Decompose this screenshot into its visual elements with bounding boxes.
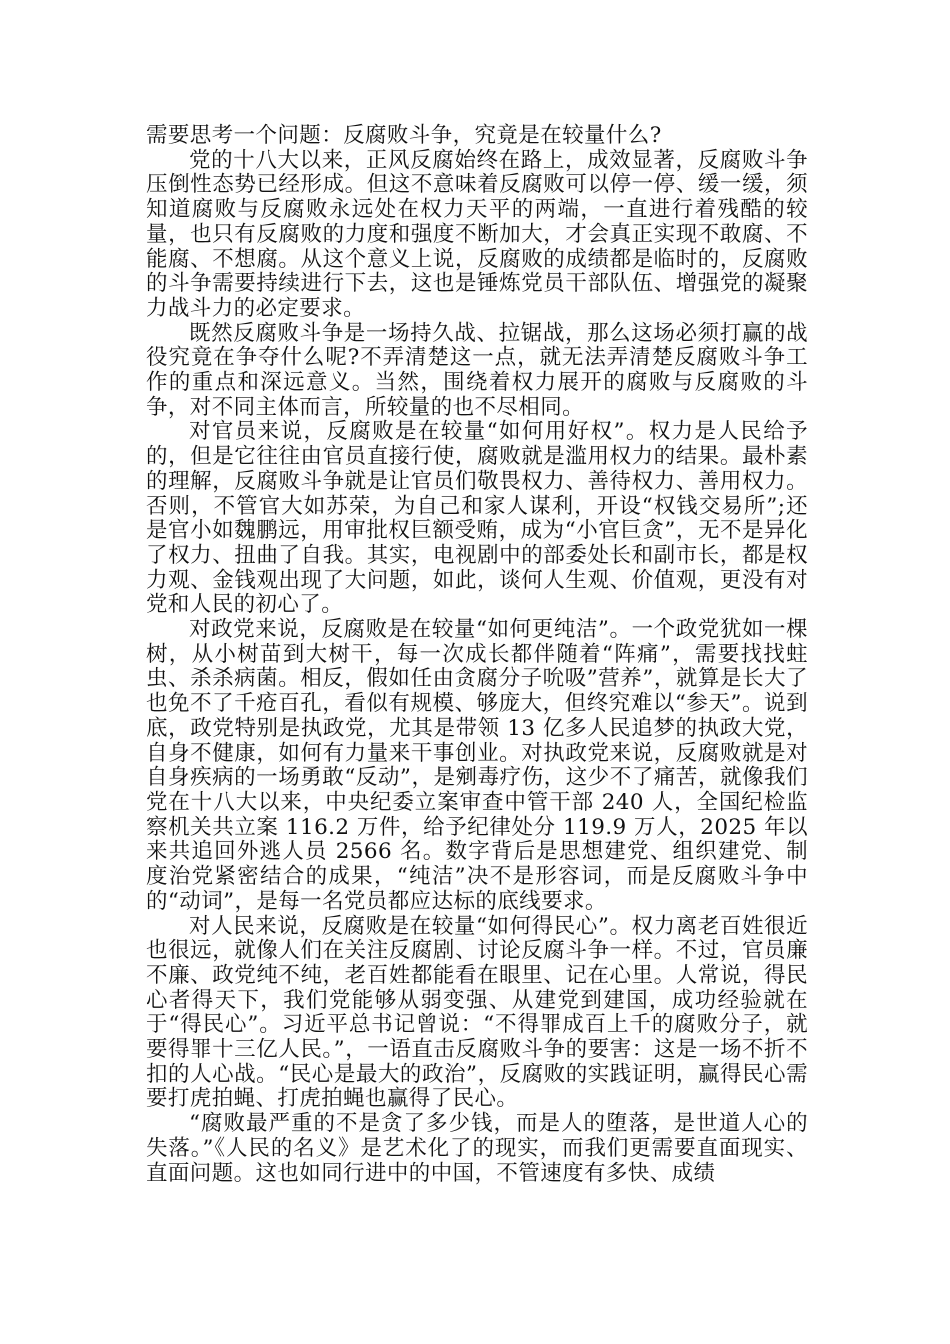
paragraph-anti-corruption-situation: 党的十八大以来，正风反腐始终在路上，成效显著，反腐败斗争压倒性态势已经形成。但这不意味着反腐败可以停一停、缓一缓，须知道腐败与反腐败永远处在权力天平的两端，一直进行着残酷的较量，也只有反腐败的力度和强度不断加大，才会真正实现不敢腐、不能腐、不想腐。从这个意义上说，反腐败的成绩都是临时的，反腐败的斗争需要持续进行下去，这也是锤炼党员干部队伍、增强党的凝聚力战斗力的必定要求。 [146, 147, 808, 321]
document-body [146, 124, 808, 1186]
paragraph-officials: 对官员来说，反腐败是在较量“如何用好权”。权力是人民给予的，但是它往往由官员直接行使，腐败就是滥用权力的结果。最朴素的理解，反腐败斗争就是让官员们敬畏权力、善待权力、善用权力。否则，不管官大如苏荣，为自己和家人谋利，开设“权钱交易所”;还是官小如魏鹏远，用审批权巨额受贿，成为“小官巨贪”，无不是异化了权力、扭曲了自我。其实，电视剧中的部委处长和副市长，都是权力观、金钱观出现了大问题，如此，谈何人生观、价值观，更没有对党和人民的初心了。 [146, 419, 808, 618]
paragraph-persistent-battle: 既然反腐败斗争是一场持久战、拉锯战，那么这场必须打赢的战役究竟在争夺什么呢?不弄清楚这一点，就无法弄清楚反腐败斗争工作的重点和深远意义。当然，围绕着权力展开的腐败与反腐败的斗争，对不同主体而言，所较量的也不尽相同。 [146, 320, 808, 420]
paragraph-party: 对政党来说，反腐败是在较量“如何更纯洁”。一个政党犹如一棵树，从小树苗到大树干，每一次成长都伴随着“阵痛”，需要找找蛀虫、杀杀病菌。相反，假如任由贪腐分子吮吸”营养”，就算是长大了也免不了千疮百孔，看似有规模、够庞大，但终究难以“参天”。说到底，政党特别是执政党，尤其是带领 13 亿多人民追梦的执政大党，自身不健康，如何有力量来干事创业。对执政党来说，反腐败就是对自身疾病的一场勇敢“反动”，是剜毒疗伤，这少不了痛苦，就像我们党在十八大以来，中央纪委立案审查中管干部 240 人，全国纪检监察机关共立案 116.2 万件，给予纪律处分 119.9 万人，2025 年以来共追回外逃人员 2566 名。数字背后是思想建党、组织建党、制度治党紧密结合的成果，“纯洁”决不是形容词，而是反腐败斗争中的“动词”，是每一名党员都应达标的底线要求。 [146, 617, 808, 914]
paragraph-people: 对人民来说，反腐败是在较量“如何得民心”。权力离老百姓很近也很远，就像人们在关注反腐剧、讨论反腐斗争一样。不过，官员廉不廉、政党纯不纯，老百姓都能看在眼里、记在心里。人常说，得民心者得天下，我们党能够从弱变强、从建党到建国，成功经验就在于“得民心”。习近平总书记曾说：“不得罪成百上千的腐败分子，就要得罪十三亿人民。”，一语直击反腐败斗争的要害：这是一场不折不扣的人心战。“民心是最大的政治”，反腐败的实践证明，赢得民心需要打虎拍蝇、打虎拍蝇也赢得了民心。 [146, 913, 808, 1112]
paragraph-conclusion: “腐败最严重的不是贪了多少钱，而是人的堕落，是世道人心的失落。”《人民的名义》是艺术化了的现实，而我们更需要直面现实、直面问题。这也如同行进中的中国，不管速度有多快、成绩 [146, 1111, 808, 1186]
paragraph-intro-question: 需要思考一个问题：反腐败斗争，究竟是在较量什么? [146, 123, 662, 148]
